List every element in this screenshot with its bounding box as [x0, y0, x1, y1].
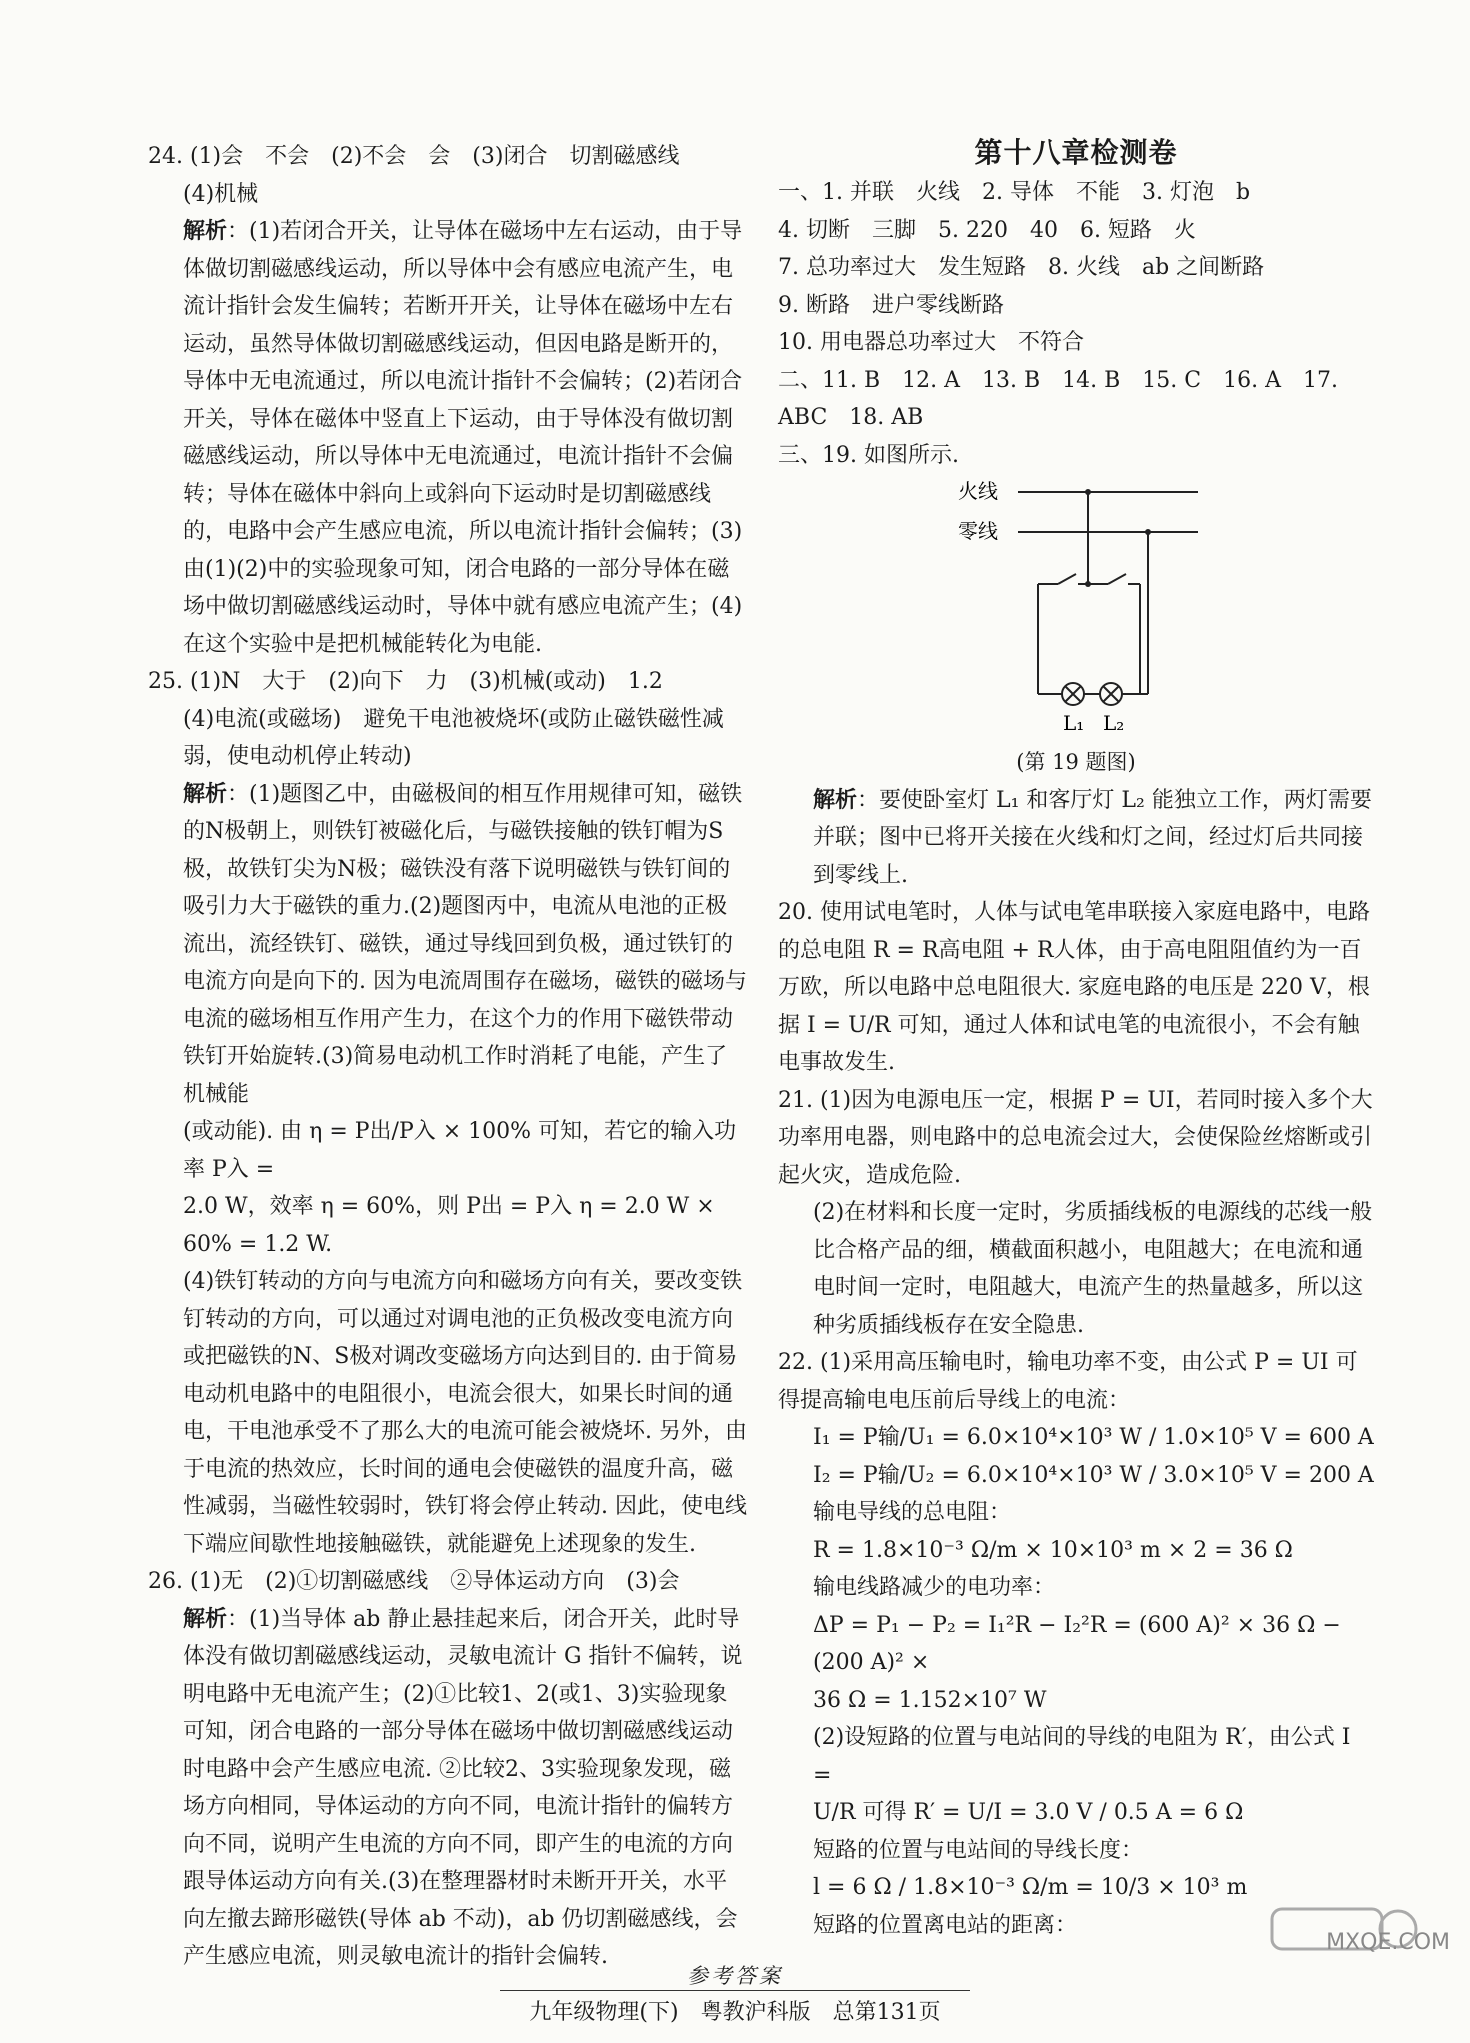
- q19-analysis-text: ：要使卧室灯 L₁ 和客厅灯 L₂ 能独立工作，两灯需要并联；图中已将开关接在火线和灯之间，经过灯后共同接到零线上.: [813, 787, 1372, 888]
- right-column: [778, 132, 1374, 1944]
- length-title: 短路的位置与电站间的导线长度：: [813, 1837, 1144, 1863]
- analysis-label: 解析: [813, 786, 858, 813]
- lamp-l2-label: L₂: [1103, 711, 1125, 735]
- watermark-text: MXQE.COM: [1326, 1930, 1450, 1955]
- circuit-diagram: [778, 474, 1374, 744]
- analysis-label: 解析: [183, 1605, 228, 1632]
- q25-efficiency-result: 2.0 W，效率 η = 60%，则 P出 = P入 η = 2.0 W × 60% = 1.2 W.: [183, 1194, 715, 1257]
- drawing-question: 三、19. 如图所示.: [778, 442, 959, 468]
- formula-power-loss: ΔP = P₁ − P₂ = I₁²R − I₂²R = (600 A)² × 36 Ω − (200 A)² ×: [813, 1612, 1341, 1675]
- q20-answer: 20. 使用试电笔时，人体与试电笔串联接入家庭电路中，电路的总电阻 R = R高电阻 + R人体，由于高电阻阻值约为一百万欧，所以电路中总电阻很大. 家庭电路的电压是 220 V，根据 I = U/R 可知，通过人体和试电笔的电流很小，不会有触电事故发生.: [778, 900, 1370, 1075]
- fill-blank-3: 7. 总功率过大 发生短路 8. 火线 ab 之间断路: [778, 255, 1265, 280]
- resistance-title: 输电导线的总电阻：: [813, 1500, 1012, 1525]
- q22-answer-2: (2)设短路的位置与电站间的导线的电阻为 R′，由公式 I =: [813, 1725, 1351, 1788]
- q19-analysis: [778, 782, 1374, 895]
- q21-answer-1: 21. (1)因为电源电压一定，根据 P = UI，若同时接入多个大功率用电器，则电路中的总电流会过大，会使保险丝熔断或引起火灾，造成危险.: [778, 1087, 1373, 1188]
- footer-info: 九年级物理(下) 粤教沪科版 总第131页: [500, 1990, 970, 2026]
- fill-blank-5: 10. 用电器总功率过大 不符合: [778, 330, 1084, 355]
- choice-answers: 二、11. B 12. A 13. B 14. B 15. C 16. A 17. ABC 18. AB: [778, 367, 1338, 430]
- q24-answer-cont: (4)机械: [183, 181, 259, 207]
- q22-answer-1: 22. (1)采用高压输电时，输电功率不变，由公式 P = UI 可得提高输电电压前后导线上的电流：: [778, 1350, 1358, 1413]
- q25-answer: 25. (1)N 大于 (2)向下 力 (3)机械(或动) 1.2: [148, 669, 663, 694]
- live-label: 火线: [958, 479, 998, 503]
- page-footer: [0, 1960, 1470, 2026]
- q24-answer: 24. (1)会 不会 (2)不会 会 (3)闭合 切割磁感线: [148, 144, 680, 169]
- figure-caption: (第 19 题图): [1016, 750, 1136, 774]
- formula-length: l = 6 Ω / 1.8×10⁻³ Ω/m = 10/3 × 10³ m: [813, 1875, 1248, 1900]
- distance-title: 短路的位置离电站的距离：: [813, 1912, 1078, 1938]
- formula-power-loss-cont: 36 Ω = 1.152×10⁷ W: [813, 1687, 1047, 1713]
- power-loss-title: 输电线路减少的电功率：: [813, 1575, 1056, 1600]
- q25-analysis-text: ：(1)题图乙中，由磁极间的相互作用规律可知，磁铁的N极朝上，则铁钉被磁化后，与磁铁接触的铁钉帽为S极，故铁钉尖为N极；磁铁没有落下说明磁铁与铁钉间的吸引力大于磁铁的重力.(2)题图丙中，电流从电池的正极流出，流经铁钉、磁铁，通过导线回到负极，通过铁钉的电流方向是向下的. 因为电流周围存在磁场，磁铁的磁场与电流的磁场相互作用产生力，在这个力的作用下磁铁带动铁钉开始旋转.(3)简易电动机工作时消耗了电能，产生了机械能: [183, 781, 747, 1107]
- q24-analysis: [148, 213, 748, 663]
- neutral-label: 零线: [958, 519, 998, 543]
- chapter-title: 第十八章检测卷: [974, 136, 1178, 169]
- analysis-label: 解析: [183, 780, 228, 807]
- switch2: [1108, 574, 1126, 584]
- q21-answer-2: (2)在材料和长度一定时，劣质插线板的电源线的芯线一般比合格产品的细，横截面积越小，电阻越大；在电流和通电时间一定时，电阻越大，电流产生的热量越多，所以这种劣质插线板存在安全隐患.: [813, 1200, 1373, 1338]
- q25-analysis: [148, 776, 748, 1114]
- formula-i1: I₁ = P输/U₁ = 6.0×10⁴×10³ W / 1.0×10⁵ V = 600 A: [813, 1425, 1374, 1450]
- q24-analysis-text: ：(1)若闭合开关，让导体在磁场中左右运动，由于导体做切割磁感线运动，所以导体中会有感应电流产生，电流计指针会发生偏转；若断开开关，让导体在磁场中左右运动，虽然导体做切割磁感线运动，但因电路是断开的，导体中无电流通过，所以电流计指针不会偏转；(2)若闭合开关，导体在磁体中竖直上下运动，由于导体没有做切割磁感线运动，所以导体中无电流通过，电流计指针不会偏转；导体在磁体中斜向上或斜向下运动时是切割磁感线的，电路中会产生感应电流，所以电流计指针会偏转；(3)由(1)(2)中的实验现象可知，闭合电路的一部分导体在磁场中做切割磁感线运动时，导体中就有感应电流产生；(4)在这个实验中是把机械能转化为电能.: [183, 219, 743, 657]
- fill-blank-2: 4. 切断 三脚 5. 220 40 6. 短路 火: [778, 217, 1196, 243]
- switch1: [1058, 574, 1076, 584]
- formula-resistance: R = 1.8×10⁻³ Ω/m × 10×10³ m × 2 = 36 Ω: [813, 1537, 1293, 1563]
- fill-blank-4: 9. 断路 进户零线断路: [778, 292, 1004, 318]
- circuit-svg: [958, 474, 1198, 742]
- formula-short-resistance: U/R 可得 R′ = U/I = 3.0 V / 0.5 A = 6 Ω: [813, 1800, 1244, 1825]
- q26-analysis: [148, 1601, 748, 1976]
- q25-part4: (4)铁钉转动的方向与电流方向和磁场方向有关，要改变铁钉转动的方向，可以通过对调电池的正负极改变电流方向或把磁铁的N、S极对调改变磁场方向达到目的. 由于简易电动机电路中的电阻很小，电流会很大，如果长时间的通电，干电池承受不了那么大的电流可能会被烧坏. 另外，由于电流的热效应，长时间的通电会使磁铁的温度升高，磁性减弱，当磁性较弱时，铁钉将会停止转动. 因此，使电线下端应间歇性地接触磁铁，就能避免上述现象的发生.: [183, 1269, 747, 1557]
- q25-efficiency: (或动能). 由 η = P出/P入 × 100% 可知，若它的输入功率 P入 =: [183, 1119, 737, 1182]
- formula-i2: I₂ = P输/U₂ = 6.0×10⁴×10³ W / 3.0×10⁵ V = 200 A: [813, 1462, 1374, 1488]
- q26-analysis-text: ：(1)当导体 ab 静止悬挂起来后，闭合开关，此时导体没有做切割磁感线运动，灵敏电流计 G 指针不偏转，说明电路中无电流产生；(2)①比较1、2(或1、3)实验现象可知，闭合电路的一部分导体在磁场中做切割磁感线运动时电路中会产生感应电流. ②比较2、3实验现象发现，磁场方向相同，导体运动的方向不同，电流计指针的偏转方向不同，说明产生电流的方向不同，即产生的电流的方向跟导体运动方向有关.(3)在整理器材时未断开开关，水平向左撤去蹄形磁铁(导体 ab 不动)，ab 仍切割磁感线，会产生感应电流，则灵敏电流计的指针会偏转.: [183, 1606, 743, 1969]
- left-column: [148, 138, 748, 1976]
- fill-blank-1: 一、1. 并联 火线 2. 导体 不能 3. 灯泡 b: [778, 180, 1251, 205]
- q26-answer: 26. (1)无 (2)①切割磁感线 ②导体运动方向 (3)会: [148, 1569, 680, 1594]
- footer-ref-label: 参考答案: [687, 1964, 783, 1988]
- lamp-l1-label: L₁: [1063, 711, 1085, 735]
- q25-answer-cont: (4)电流(或磁场) 避免干电池被烧坏(或防止磁铁磁性减弱，使电动机停止转动): [183, 706, 724, 769]
- analysis-label: 解析: [183, 218, 228, 244]
